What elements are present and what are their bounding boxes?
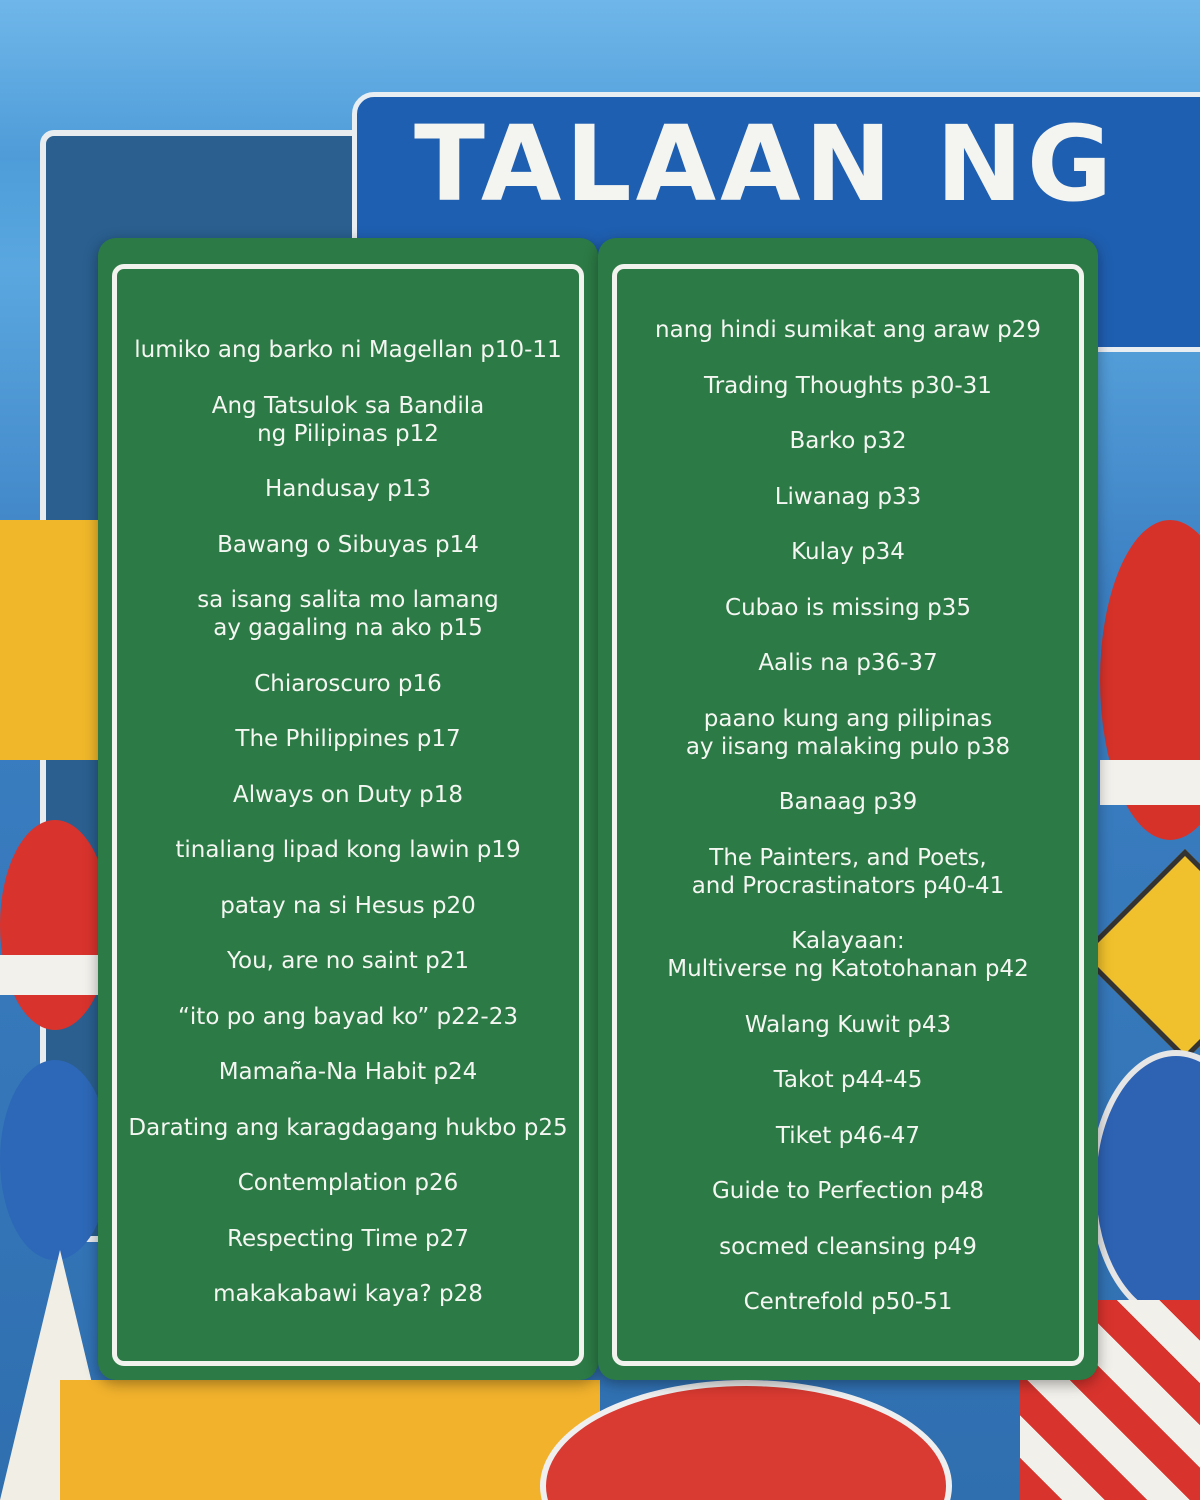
toc-entry: You, are no saint p21	[227, 948, 469, 974]
toc-entry: tinaliang lipad kong lawin p19	[175, 837, 521, 863]
toc-entry: patay na si Hesus p20	[220, 892, 476, 919]
left-toc-panel	[98, 238, 598, 1380]
toc-entry: paano kung ang pilipinas ay iisang malaking pulo p38	[685, 705, 1011, 760]
toc-entry: Always on Duty p18	[233, 781, 463, 808]
toc-entry: lumiko ang barko ni Magellan p10-11	[134, 337, 562, 363]
white-stripe-left	[0, 955, 110, 995]
white-stripe-right	[1100, 760, 1200, 805]
toc-entry: Kalayaan: Multiverse ng Katotohanan p42	[667, 928, 1029, 982]
blue-circle-left	[0, 1060, 110, 1260]
blue-circle-right	[1090, 1050, 1200, 1322]
red-circle-bottom	[540, 1380, 952, 1500]
toc-entry: Liwanag p33	[774, 483, 922, 510]
toc-entry: Chiaroscuro p16	[254, 670, 442, 697]
toc-entry: Respecting Time p27	[227, 1225, 469, 1252]
toc-entry: socmed cleansing p49	[719, 1233, 977, 1260]
toc-entry: Bawang o Sibuyas p14	[217, 531, 479, 558]
toc-entry: Centrefold p50-51	[743, 1289, 953, 1315]
toc-entry: Mamaña-Na Habit p24	[218, 1059, 478, 1085]
toc-entry: makakabawi kaya? p28	[213, 1281, 483, 1307]
toc-entry: Walang Kuwit p43	[744, 1011, 952, 1038]
toc-entry: sa isang salita mo lamang ay gagaling na ako p15	[197, 587, 499, 641]
toc-entry: The Philippines p17	[235, 726, 461, 752]
page-title: TALAAN NG	[414, 103, 1117, 225]
right-toc-panel	[598, 238, 1098, 1380]
toc-entry: “ito po ang bayad ko” p22-23	[178, 1003, 518, 1030]
toc-entry: Kulay p34	[791, 539, 905, 565]
toc-entry: Aalis na p36-37	[758, 650, 938, 676]
left-toc-list	[98, 336, 598, 1336]
yellow-bottom	[60, 1380, 600, 1500]
toc-entry: Handusay p13	[264, 476, 431, 502]
toc-entry: Darating ang karagdagang hukbo p25	[128, 1114, 568, 1141]
toc-entry: Barko p32	[789, 428, 907, 454]
toc-entry: Guide to Perfection p48	[711, 1178, 985, 1204]
toc-entry: nang hindi sumikat ang araw p29	[655, 317, 1041, 343]
toc-entry: Banaag p39	[778, 789, 918, 815]
toc-entry: Trading Thoughts p30-31	[704, 372, 992, 399]
toc-entry: Cubao is missing p35	[725, 594, 971, 621]
red-sign-left	[0, 820, 110, 1030]
right-toc-list	[598, 316, 1098, 1344]
toc-entry: Ang Tatsulok sa Bandila ng Pilipinas p12	[211, 392, 485, 447]
toc-entry: The Painters, and Poets, and Procrastinators p40-41	[691, 844, 1005, 899]
toc-entry: Contemplation p26	[237, 1170, 459, 1196]
toc-entry: Tiket p46-47	[775, 1122, 921, 1149]
yellow-sign-left	[0, 520, 100, 760]
toc-entry: Takot p44-45	[773, 1067, 923, 1093]
